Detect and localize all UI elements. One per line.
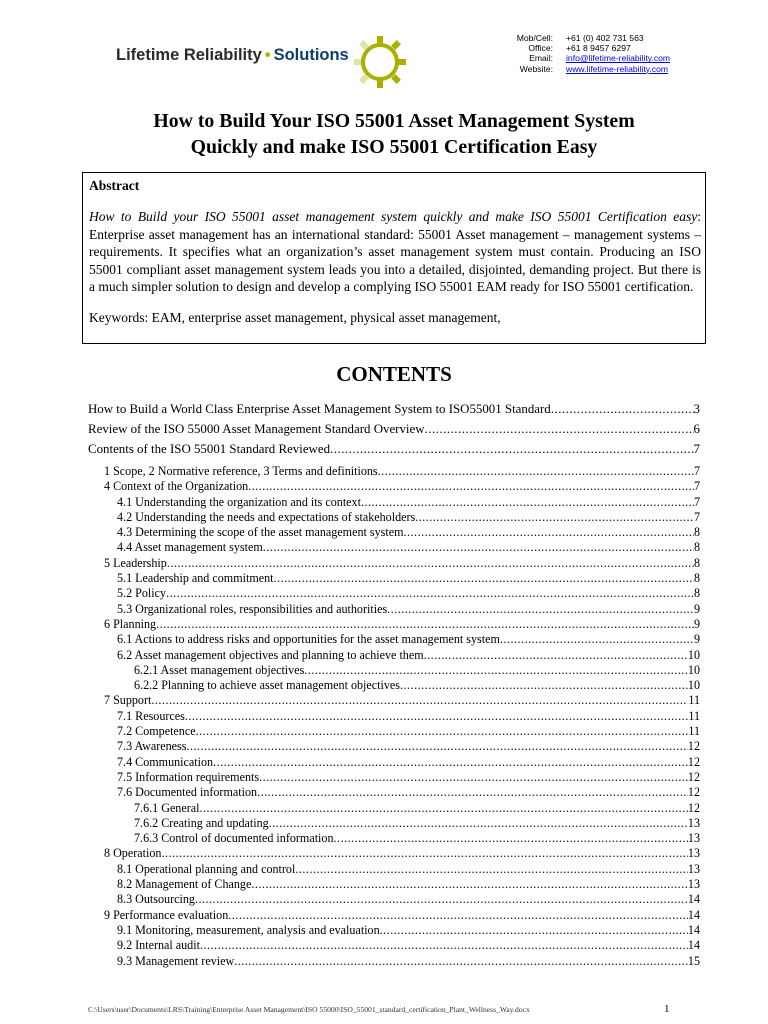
toc-entry-text: 7.2 Competence bbox=[117, 724, 196, 739]
toc-entry[interactable] bbox=[117, 540, 700, 555]
toc-entry[interactable] bbox=[117, 495, 700, 510]
toc-page-number: 6 bbox=[693, 422, 700, 436]
toc-leader bbox=[361, 495, 694, 510]
toc-leader bbox=[213, 755, 688, 770]
toc-page-number: 8 bbox=[693, 586, 700, 601]
toc-page-number: 14 bbox=[687, 907, 700, 922]
toc-entry[interactable] bbox=[117, 525, 700, 540]
toc-entry[interactable] bbox=[104, 464, 700, 479]
toc-leader bbox=[234, 954, 688, 969]
toc-entry[interactable] bbox=[117, 602, 700, 617]
toc-entry[interactable] bbox=[134, 816, 700, 831]
contact-label: Website: bbox=[519, 63, 553, 74]
toc-entry[interactable] bbox=[134, 831, 700, 846]
toc-page-number: 9 bbox=[693, 616, 700, 631]
contents-heading: CONTENTS bbox=[336, 362, 452, 386]
page-number: 1 bbox=[664, 1003, 670, 1015]
abstract-italic-lead: How to Build your ISO 55001 asset management system quickly and make ISO 55001 Certification easy bbox=[89, 209, 698, 225]
toc-top-entry[interactable] bbox=[88, 420, 700, 439]
toc-entry-text: 7.1 Resources bbox=[117, 708, 185, 723]
toc-leader bbox=[248, 479, 694, 494]
toc-leader bbox=[186, 739, 687, 754]
toc-entry-text: 6.2.2 Planning to achieve asset management objectives bbox=[134, 678, 400, 693]
toc-page-number: 12 bbox=[687, 785, 700, 800]
toc-leader bbox=[330, 440, 694, 459]
gear-icon bbox=[346, 32, 410, 94]
toc-page-number: 14 bbox=[687, 892, 700, 907]
toc-page-number: 14 bbox=[687, 938, 700, 953]
toc-top-entry[interactable] bbox=[88, 400, 700, 419]
toc-entry-text: 9.3 Management review bbox=[117, 953, 235, 968]
toc-entry-text: 7.5 Information requirements bbox=[117, 769, 260, 784]
logo-text-part1: Lifetime Reliability bbox=[116, 46, 262, 64]
company-logo bbox=[116, 30, 396, 92]
toc-entry-text: 6.2.1 Asset management objectives bbox=[134, 662, 305, 677]
email-link[interactable]: info@lifetime-reliability.com bbox=[566, 53, 671, 64]
toc-entry[interactable] bbox=[117, 510, 700, 525]
toc-entry[interactable] bbox=[104, 556, 700, 571]
toc-leader bbox=[263, 540, 694, 555]
toc-entry[interactable] bbox=[117, 755, 700, 770]
toc-leader bbox=[166, 586, 694, 601]
toc-leader bbox=[274, 571, 694, 586]
toc-leader bbox=[151, 693, 688, 708]
toc-entry[interactable] bbox=[117, 877, 700, 892]
contact-row-office bbox=[500, 43, 670, 53]
toc-entry-text: 8 Operation bbox=[104, 846, 162, 861]
toc-leader bbox=[199, 801, 687, 816]
toc-entry-text: Review of the ISO 55000 Asset Management Standard Overview bbox=[88, 422, 425, 436]
logo-wordmark bbox=[116, 46, 349, 65]
toc-entry-text: How to Build a World Class Enterprise Asset Management System to ISO55001 Standard bbox=[88, 402, 551, 416]
toc-page-number: 12 bbox=[687, 769, 700, 784]
toc-page-number: 11 bbox=[688, 724, 700, 739]
toc-entry[interactable] bbox=[104, 693, 700, 708]
toc-entry-text: 9.2 Internal audit bbox=[117, 938, 200, 953]
toc-page-number: 13 bbox=[687, 846, 700, 861]
toc-leader bbox=[257, 785, 688, 800]
toc-page-number: 15 bbox=[687, 953, 700, 968]
abstract-body bbox=[89, 208, 701, 295]
toc-page-number: 11 bbox=[688, 708, 700, 723]
website-link[interactable]: www.lifetime-reliability.com bbox=[566, 63, 669, 74]
toc-leader bbox=[425, 420, 694, 439]
toc-entry-text: 8.1 Operational planning and control bbox=[117, 861, 296, 876]
toc-page-number: 8 bbox=[693, 540, 700, 555]
toc-entry[interactable] bbox=[104, 617, 700, 632]
toc-entry[interactable] bbox=[117, 739, 700, 754]
toc-list bbox=[0, 464, 700, 969]
toc-leader bbox=[228, 908, 688, 923]
toc-entry-text: 4.3 Determining the scope of the asset management system bbox=[117, 525, 404, 540]
contact-label: Office: bbox=[528, 43, 553, 54]
toc-leader bbox=[380, 923, 688, 938]
toc-entry-text: 5.1 Leadership and commitment bbox=[117, 571, 274, 586]
toc-entry-text: 7.6.2 Creating and updating bbox=[134, 815, 269, 830]
toc-page-number: 8 bbox=[693, 555, 700, 570]
toc-leader bbox=[500, 632, 694, 647]
toc-entry-text: 4.4 Asset management system bbox=[117, 540, 263, 555]
toc-entry-text: 8.3 Outsourcing bbox=[117, 892, 195, 907]
toc-entry-text: Contents of the ISO 55001 Standard Reviewed bbox=[88, 442, 331, 456]
toc-leader bbox=[161, 846, 687, 861]
toc-entry-text: 9 Performance evaluation bbox=[104, 907, 229, 922]
toc-page-number: 13 bbox=[687, 815, 700, 830]
toc-entry-text: 7.6.1 General bbox=[134, 800, 200, 815]
toc-entry-text: 5 Leadership bbox=[104, 555, 167, 570]
toc-entry-text: 4 Context of the Organization bbox=[104, 479, 249, 494]
contact-block bbox=[500, 33, 670, 74]
toc-entry[interactable] bbox=[117, 770, 700, 785]
toc-entry-text: 1 Scope, 2 Normative reference, 3 Terms and definitions bbox=[104, 464, 378, 478]
toc-entry-text: 6.1 Actions to address risks and opportunities for the asset management system bbox=[117, 632, 500, 647]
toc-entry[interactable] bbox=[134, 801, 700, 816]
footer-file-path: C:\Users\user\Documents\LRS\Training\Enterprise Asset Management\ISO 55000\ISO_55001_standard_certification_Plant_Wellness_Way.docx bbox=[88, 1005, 530, 1014]
contact-row-email bbox=[500, 53, 670, 63]
toc-page-number: 7 bbox=[693, 509, 700, 524]
toc-page-number: 10 bbox=[687, 678, 700, 693]
toc-leader bbox=[334, 831, 688, 846]
toc-leader bbox=[200, 938, 688, 953]
toc-leader bbox=[304, 663, 688, 678]
toc-page-number: 3 bbox=[693, 402, 700, 416]
toc-entry[interactable] bbox=[117, 923, 700, 938]
toc-entry-text: 7.4 Communication bbox=[117, 754, 214, 769]
toc-entry-text: 5.2 Policy bbox=[117, 586, 167, 601]
toc-leader bbox=[415, 510, 694, 525]
contact-value: +61 8 9457 6297 bbox=[566, 43, 631, 54]
toc-page-number: 7 bbox=[693, 479, 700, 494]
toc-leader bbox=[156, 617, 694, 632]
toc-leader bbox=[195, 892, 688, 907]
logo-dot: • bbox=[264, 46, 271, 64]
title-line-2: Quickly and make ISO 55001 Certification Easy bbox=[190, 136, 598, 158]
toc-entry[interactable] bbox=[104, 479, 700, 494]
toc-page-number: 12 bbox=[687, 739, 700, 754]
toc-entry-text: 9.1 Monitoring, measurement, analysis and evaluation bbox=[117, 922, 380, 937]
toc-entry-text: 4.1 Understanding the organization and its context bbox=[117, 494, 361, 509]
toc-page-number: 12 bbox=[687, 800, 700, 815]
toc-entry[interactable] bbox=[117, 571, 700, 586]
toc-page-number: 11 bbox=[688, 693, 700, 708]
toc-leader bbox=[251, 877, 688, 892]
logo-text-part2: Solutions bbox=[273, 46, 349, 64]
abstract-box bbox=[82, 172, 706, 344]
toc-page-number: 10 bbox=[687, 662, 700, 677]
toc-entry[interactable] bbox=[117, 862, 700, 877]
toc-entry-text: 7.6 Documented information bbox=[117, 785, 258, 800]
abstract-text: : Enterprise asset management has an international standard: 55001 Asset management – management systems – requirements. It specifies what an organization’s asset management system must contain. Producing an ISO 55001 compliant asset management system leads you into a detailed, disjointed, demanding project. But there is a much simpler solution to design and develop a complying ISO 55001 EAM ready for ISO 55001 certification. bbox=[89, 209, 701, 295]
toc-entry-text: 4.2 Understanding the needs and expectations of stakeholders bbox=[117, 509, 416, 524]
toc-leader bbox=[387, 602, 694, 617]
toc-leader bbox=[551, 400, 694, 419]
toc-entry-text: 7.6.3 Control of documented information bbox=[134, 831, 334, 846]
toc-entry-text: 6 Planning bbox=[104, 616, 157, 631]
contact-label: Mob/Cell: bbox=[516, 33, 553, 43]
toc-entry[interactable] bbox=[117, 648, 700, 663]
toc-page-number: 8 bbox=[693, 525, 700, 540]
abstract-keywords: Keywords: EAM, enterprise asset management, physical asset management, bbox=[89, 310, 501, 326]
toc-entry[interactable] bbox=[104, 908, 700, 923]
toc-page-number: 9 bbox=[693, 601, 700, 616]
toc-page-number: 7 bbox=[693, 442, 700, 456]
toc-leader bbox=[295, 862, 688, 877]
toc-entry[interactable] bbox=[104, 846, 700, 861]
toc-leader bbox=[400, 678, 688, 693]
toc-leader bbox=[196, 724, 689, 739]
toc-entry[interactable] bbox=[117, 938, 700, 953]
toc-entry[interactable] bbox=[117, 892, 700, 907]
toc-leader bbox=[167, 556, 694, 571]
toc-entry-text: 5.3 Organizational roles, responsibilities and authorities bbox=[117, 601, 388, 616]
toc-entry[interactable] bbox=[117, 724, 700, 739]
toc-entry[interactable] bbox=[134, 678, 700, 693]
toc-page-number: 14 bbox=[687, 922, 700, 937]
toc-page-number: 8 bbox=[693, 571, 700, 586]
toc-top-entry[interactable] bbox=[88, 440, 700, 459]
toc-leader bbox=[378, 464, 694, 479]
document-title bbox=[0, 108, 768, 160]
toc-entry-text: 7 Support bbox=[104, 693, 152, 708]
toc-entry[interactable] bbox=[117, 709, 700, 724]
toc-page-number: 9 bbox=[693, 632, 700, 647]
toc-leader bbox=[424, 648, 688, 663]
toc-entry[interactable] bbox=[117, 586, 700, 601]
toc-page-number: 12 bbox=[687, 754, 700, 769]
toc-page-number: 13 bbox=[687, 861, 700, 876]
toc-page-number: 13 bbox=[687, 831, 700, 846]
toc-entry[interactable] bbox=[117, 785, 700, 800]
toc-page-number: 13 bbox=[687, 877, 700, 892]
toc-leader bbox=[185, 709, 688, 724]
title-line-1: How to Build Your ISO 55001 Asset Management System bbox=[153, 110, 635, 132]
toc-leader bbox=[259, 770, 688, 785]
contact-row-mobile bbox=[500, 33, 670, 43]
toc-entry[interactable] bbox=[117, 954, 700, 969]
toc-entry-text: 6.2 Asset management objectives and planning to achieve them bbox=[117, 647, 424, 662]
toc-entry[interactable] bbox=[134, 663, 700, 678]
toc-leader bbox=[269, 816, 688, 831]
toc-page-number: 10 bbox=[687, 647, 700, 662]
toc-entry-text: 8.2 Management of Change bbox=[117, 877, 252, 892]
contact-label: Email: bbox=[529, 53, 553, 64]
contact-row-website bbox=[500, 64, 670, 74]
toc-leader bbox=[403, 525, 693, 540]
contact-value: +61 (0) 402 731 563 bbox=[566, 33, 644, 43]
toc-entry-text: 7.3 Awareness bbox=[117, 739, 187, 754]
toc-page-number: 7 bbox=[693, 494, 700, 509]
toc-page-number: 7 bbox=[693, 464, 700, 478]
abstract-heading: Abstract bbox=[89, 178, 140, 193]
toc-entry[interactable] bbox=[117, 632, 700, 647]
